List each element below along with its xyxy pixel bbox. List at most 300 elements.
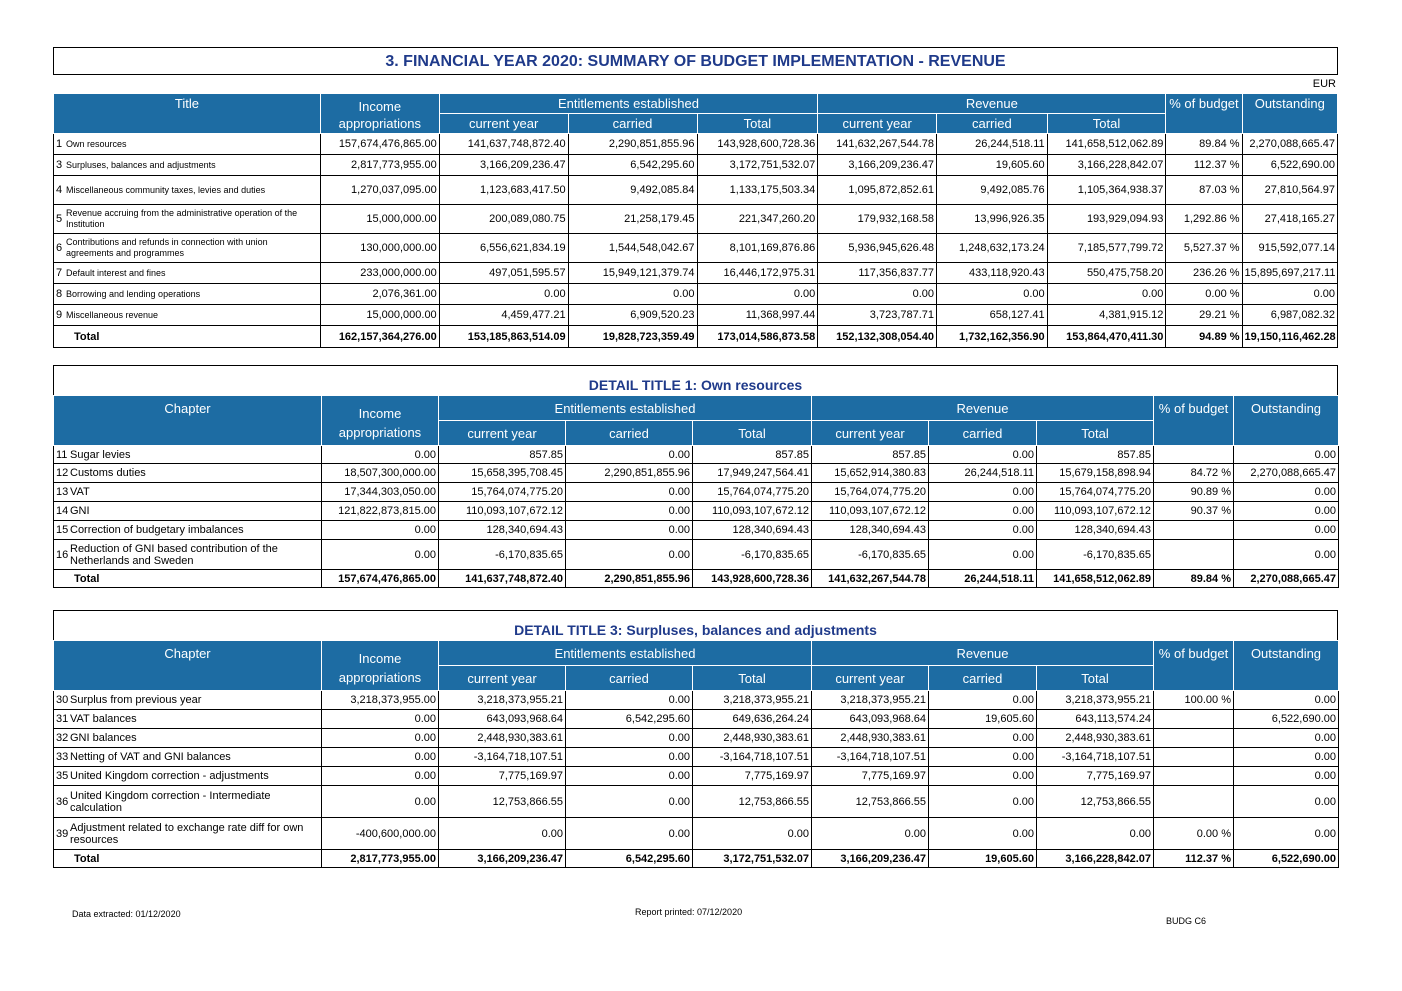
- table-cell: [1154, 521, 1234, 540]
- header-outstanding: Outstanding: [1234, 396, 1339, 421]
- table-cell: -3,164,718,107.51: [693, 748, 812, 767]
- table-cell: 497,051,595.57: [439, 263, 568, 284]
- table-cell: 89.84 %: [1166, 134, 1242, 155]
- header-blank: [1166, 114, 1242, 134]
- total-cell: 3,166,209,236.47: [439, 850, 566, 868]
- report-code: BUDG C6: [1166, 916, 1207, 926]
- table-cell: 7,775,169.97: [439, 767, 566, 786]
- table-cell: -6,170,835.65: [439, 540, 566, 570]
- table-cell: 27,418,165.27: [1242, 205, 1337, 234]
- table-cell: 12,753,866.55: [693, 786, 812, 818]
- table-cell: -6,170,835.65: [693, 540, 812, 570]
- table-cell: 110,093,107,672.12: [1037, 502, 1154, 521]
- table-cell: 0.00: [439, 818, 566, 850]
- row-number: 33: [56, 751, 69, 764]
- header-revenue: Revenue: [812, 396, 1154, 421]
- table-cell: 0.00: [929, 767, 1037, 786]
- table-cell: 5,936,945,626.48: [818, 234, 937, 263]
- total-cell: 2,290,851,855.96: [566, 570, 693, 588]
- row-label-text: Revenue accruing from the administrative operation of the Institution: [66, 208, 298, 229]
- total-cell: 19,605.60: [929, 850, 1037, 868]
- table-cell: 3,166,209,236.47: [818, 155, 937, 176]
- header-current-year: current year: [818, 114, 937, 134]
- table-cell: 6,522,690.00: [1234, 710, 1339, 729]
- table-cell: 6,556,621,834.19: [439, 234, 568, 263]
- row-number: 15: [56, 524, 69, 537]
- table-row: [54, 446, 1339, 464]
- table-cell: 0.00: [929, 748, 1037, 767]
- total-cell: 141,632,267,544.78: [812, 570, 929, 588]
- header-carried: carried: [929, 666, 1037, 691]
- table-cell: 0.00: [1234, 729, 1339, 748]
- row-number: 36: [56, 795, 69, 808]
- header-appropriations: appropriations: [322, 666, 439, 691]
- row-label-text: Contributions and refunds in connection with union agreements and programmes: [66, 237, 268, 258]
- header-current-year: current year: [439, 421, 566, 446]
- table-row: [54, 464, 1339, 483]
- table-cell: 117,356,837.77: [818, 263, 937, 284]
- header-chapter: Chapter: [54, 641, 322, 666]
- total-cell: 153,864,470,411.30: [1047, 326, 1166, 348]
- table-cell: 0.00: [322, 748, 439, 767]
- table-cell: 141,632,267,544.78: [818, 134, 937, 155]
- table-cell: 3,166,228,842.07: [1047, 155, 1166, 176]
- row-number: 16: [56, 548, 69, 561]
- total-cell: 173,014,586,873.58: [697, 326, 818, 348]
- table-cell: 0.00: [1234, 818, 1339, 850]
- table-cell: 0.00: [697, 284, 818, 305]
- row-number: 31: [56, 713, 69, 726]
- table-cell: 0.00: [566, 729, 693, 748]
- table-cell: 90.89 %: [1154, 483, 1234, 502]
- row-label-text: Borrowing and lending operations: [66, 288, 201, 299]
- table-cell: 649,636,264.24: [693, 710, 812, 729]
- table-cell: 0.00: [566, 767, 693, 786]
- row-label-text: Surplus from previous year: [70, 694, 202, 707]
- summary-table: [53, 93, 1338, 348]
- table-cell: 1,292.86 %: [1166, 205, 1242, 234]
- row-label-text: Reduction of GNI based contribution of the Netherlands and Sweden: [70, 542, 278, 567]
- table-cell: 3,166,209,236.47: [439, 155, 568, 176]
- table-cell: 0.00: [1234, 521, 1339, 540]
- table-cell: 0.00: [1047, 284, 1166, 305]
- header-current-year: current year: [439, 114, 568, 134]
- row-label: [54, 818, 322, 850]
- total-cell: 6,542,295.60: [566, 850, 693, 868]
- row-label-text: Sugar levies: [70, 448, 131, 461]
- table-cell: 0.00: [322, 729, 439, 748]
- total-cell: 1,732,162,356.90: [937, 326, 1048, 348]
- header-blank: [54, 114, 321, 134]
- header-carried: carried: [929, 421, 1037, 446]
- row-label: [54, 767, 322, 786]
- header-income: Income: [322, 641, 439, 666]
- table-cell: 15,658,395,708.45: [439, 464, 566, 483]
- table-cell: -6,170,835.65: [1037, 540, 1154, 570]
- table-cell: 0.00: [929, 729, 1037, 748]
- table-cell: 0.00: [566, 818, 693, 850]
- header-total: Total: [693, 666, 812, 691]
- header-outstanding: Outstanding: [1242, 94, 1337, 114]
- header-carried: carried: [566, 421, 693, 446]
- table-cell: 550,475,758.20: [1047, 263, 1166, 284]
- table-cell: 143,928,600,728.36: [697, 134, 818, 155]
- table-cell: 128,340,694.43: [812, 521, 929, 540]
- header-outstanding: Outstanding: [1234, 641, 1339, 666]
- header-entitlements: Entitlements established: [439, 94, 818, 114]
- table-cell: 0.00 %: [1154, 818, 1234, 850]
- table-cell: 27,810,564.97: [1242, 176, 1337, 205]
- table-row: [54, 691, 1339, 710]
- header-total: Total: [1047, 114, 1166, 134]
- table-cell: 3,218,373,955.21: [439, 691, 566, 710]
- table-row: [54, 818, 1339, 850]
- table-cell: 15,764,074,775.20: [439, 483, 566, 502]
- header-total: Total: [693, 421, 812, 446]
- table-cell: [1154, 748, 1234, 767]
- row-label: [54, 176, 321, 205]
- header-appropriations: appropriations: [322, 421, 439, 446]
- table-cell: 0.00: [812, 818, 929, 850]
- table-cell: 4,459,477.21: [439, 305, 568, 326]
- table-cell: 15,000,000.00: [320, 205, 439, 234]
- table-cell: 0.00: [929, 446, 1037, 464]
- table-cell: 3,218,373,955.21: [693, 691, 812, 710]
- table-cell: 7,775,169.97: [1037, 767, 1154, 786]
- table-cell: -3,164,718,107.51: [439, 748, 566, 767]
- table-cell: [1154, 540, 1234, 570]
- table-cell: 200,089,080.75: [439, 205, 568, 234]
- total-row: [54, 326, 1338, 348]
- header-title: Title: [54, 94, 321, 114]
- header-income: Income: [320, 94, 439, 114]
- table-cell: 130,000,000.00: [320, 234, 439, 263]
- table-cell: 433,118,920.43: [937, 263, 1048, 284]
- row-label: [54, 710, 322, 729]
- table-cell: 2,076,361.00: [320, 284, 439, 305]
- row-label: [54, 155, 321, 176]
- detail1-table: [53, 395, 1339, 588]
- detail3-section: [53, 610, 1338, 868]
- table-cell: 0.00: [566, 691, 693, 710]
- table-cell: 17,344,303,050.00: [322, 483, 439, 502]
- total-cell: 94.89 %: [1166, 326, 1242, 348]
- table-cell: 121,822,873,815.00: [322, 502, 439, 521]
- total-cell: 162,157,364,276.00: [320, 326, 439, 348]
- table-cell: 6,542,295.60: [566, 710, 693, 729]
- table-cell: 2,448,930,383.61: [812, 729, 929, 748]
- table-cell: 1,544,548,042.67: [568, 234, 697, 263]
- row-label: [54, 786, 322, 818]
- header-revenue: Revenue: [812, 641, 1154, 666]
- header-entitlements: Entitlements established: [439, 641, 812, 666]
- header-current-year: current year: [439, 666, 566, 691]
- table-cell: [1154, 729, 1234, 748]
- detail1-section: [53, 365, 1338, 588]
- table-cell: 15,652,914,380.83: [812, 464, 929, 483]
- table-cell: 0.00: [1234, 483, 1339, 502]
- table-cell: 4,381,915.12: [1047, 305, 1166, 326]
- table-cell: 0.00: [929, 502, 1037, 521]
- header-total: Total: [1037, 666, 1154, 691]
- row-label: [54, 691, 322, 710]
- table-cell: 857.85: [1037, 446, 1154, 464]
- table-cell: 0.00: [1037, 818, 1154, 850]
- table-cell: 141,658,512,062.89: [1047, 134, 1166, 155]
- table-cell: 0.00: [1234, 691, 1339, 710]
- row-number: 14: [56, 505, 69, 518]
- header-pct-budget: % of budget: [1154, 396, 1234, 421]
- table-cell: 5,527.37 %: [1166, 234, 1242, 263]
- header-revenue: Revenue: [818, 94, 1166, 114]
- header-carried: carried: [937, 114, 1048, 134]
- table-cell: 2,270,088,665.47: [1234, 464, 1339, 483]
- total-cell: 141,637,748,872.40: [439, 570, 566, 588]
- row-label: [54, 263, 321, 284]
- row-number: 11: [56, 448, 68, 461]
- table-row: [54, 540, 1339, 570]
- currency-label: EUR: [1312, 78, 1336, 90]
- table-cell: 3,218,373,955.00: [322, 691, 439, 710]
- table-cell: [1154, 767, 1234, 786]
- row-label: [54, 502, 322, 521]
- table-cell: 0.00 %: [1166, 284, 1242, 305]
- row-label-text: Adjustment related to exchange rate diff for own resources: [70, 821, 304, 846]
- table-row: [54, 521, 1339, 540]
- table-cell: 87.03 %: [1166, 176, 1242, 205]
- header-blank: [1154, 421, 1234, 446]
- table-cell: 128,340,694.43: [1037, 521, 1154, 540]
- table-cell: 3,172,751,532.07: [697, 155, 818, 176]
- table-cell: 15,000,000.00: [320, 305, 439, 326]
- row-number: 35: [56, 770, 69, 783]
- table-cell: 179,932,168.58: [818, 205, 937, 234]
- header-carried: carried: [568, 114, 697, 134]
- table-cell: 0.00: [1234, 748, 1339, 767]
- table-cell: 112.37 %: [1166, 155, 1242, 176]
- table-cell: 857.85: [439, 446, 566, 464]
- table-cell: 15,679,158,898.94: [1037, 464, 1154, 483]
- header-blank: [1234, 421, 1339, 446]
- table-cell: 12,753,866.55: [1037, 786, 1154, 818]
- total-label: Total: [54, 326, 321, 348]
- table-cell: -3,164,718,107.51: [1037, 748, 1154, 767]
- header-blank: [54, 666, 322, 691]
- table-cell: 0.00: [1234, 786, 1339, 818]
- row-label: [54, 446, 322, 464]
- table-cell: 6,542,295.60: [568, 155, 697, 176]
- header-blank: [1242, 114, 1337, 134]
- table-cell: 157,674,476,865.00: [320, 134, 439, 155]
- table-cell: 7,185,577,799.72: [1047, 234, 1166, 263]
- row-label-text: Customs duties: [70, 467, 146, 480]
- table-cell: 643,093,968.64: [812, 710, 929, 729]
- table-row: [54, 710, 1339, 729]
- table-cell: 2,448,930,383.61: [1037, 729, 1154, 748]
- row-number: 7: [56, 266, 63, 279]
- row-number: 4: [56, 183, 63, 196]
- table-cell: 141,637,748,872.40: [439, 134, 568, 155]
- total-cell: 153,185,863,514.09: [439, 326, 568, 348]
- table-cell: 0.00: [566, 483, 693, 502]
- table-cell: 15,895,697,217.11: [1242, 263, 1337, 284]
- table-cell: 2,817,773,955.00: [320, 155, 439, 176]
- table-cell: 19,605.60: [929, 710, 1037, 729]
- table-cell: 110,093,107,672.12: [439, 502, 566, 521]
- table-cell: 110,093,107,672.12: [812, 502, 929, 521]
- detail3-body: [54, 691, 1339, 868]
- row-label: [54, 134, 321, 155]
- table-cell: 9,492,085.84: [568, 176, 697, 205]
- table-cell: [1154, 446, 1234, 464]
- table-cell: 15,764,074,775.20: [1037, 483, 1154, 502]
- table-cell: 643,113,574.24: [1037, 710, 1154, 729]
- table-cell: 0.00: [1242, 284, 1337, 305]
- table-cell: 21,258,179.45: [568, 205, 697, 234]
- table-cell: 2,290,851,855.96: [568, 134, 697, 155]
- table-cell: 0.00: [566, 502, 693, 521]
- table-cell: 1,270,037,095.00: [320, 176, 439, 205]
- table-cell: 15,764,074,775.20: [693, 483, 812, 502]
- row-number: 6: [56, 241, 63, 254]
- header-chapter: Chapter: [54, 396, 322, 421]
- table-cell: 0.00: [929, 818, 1037, 850]
- total-cell: 19,828,723,359.49: [568, 326, 697, 348]
- total-cell: 143,928,600,728.36: [693, 570, 812, 588]
- table-row: [54, 134, 1338, 155]
- table-cell: 1,123,683,417.50: [439, 176, 568, 205]
- total-cell: 6,522,690.00: [1234, 850, 1339, 868]
- table-cell: 0.00: [322, 710, 439, 729]
- table-cell: -400,600,000.00: [322, 818, 439, 850]
- row-number: 13: [56, 486, 69, 499]
- row-label: [54, 305, 321, 326]
- table-cell: 0.00: [929, 521, 1037, 540]
- table-cell: 643,093,968.64: [439, 710, 566, 729]
- table-cell: 3,218,373,955.21: [1037, 691, 1154, 710]
- table-cell: 1,095,872,852.61: [818, 176, 937, 205]
- header-total: Total: [1037, 421, 1154, 446]
- header-pct-budget: % of budget: [1166, 94, 1242, 114]
- header-pct-budget: % of budget: [1154, 641, 1234, 666]
- table-cell: 0.00: [1234, 502, 1339, 521]
- table-cell: 0.00: [1234, 767, 1339, 786]
- header-income: Income: [322, 396, 439, 421]
- table-cell: [1154, 786, 1234, 818]
- table-cell: 0.00: [566, 786, 693, 818]
- table-row: [54, 786, 1339, 818]
- header-total: Total: [697, 114, 818, 134]
- total-label: Total: [54, 850, 322, 868]
- table-cell: 0.00: [566, 748, 693, 767]
- table-row: [54, 263, 1338, 284]
- table-cell: 15,764,074,775.20: [812, 483, 929, 502]
- row-number: 9: [56, 308, 63, 321]
- table-cell: 857.85: [693, 446, 812, 464]
- table-cell: 1,248,632,173.24: [937, 234, 1048, 263]
- table-cell: 0.00: [439, 284, 568, 305]
- table-cell: 0.00: [322, 521, 439, 540]
- data-extracted: Data extracted: 01/12/2020: [72, 909, 181, 919]
- row-label: [54, 205, 321, 234]
- header-current-year: current year: [812, 421, 929, 446]
- table-cell: 19,605.60: [937, 155, 1048, 176]
- table-cell: 90.37 %: [1154, 502, 1234, 521]
- table-cell: 9,492,085.76: [937, 176, 1048, 205]
- header-current-year: current year: [812, 666, 929, 691]
- table-cell: 100.00 %: [1154, 691, 1234, 710]
- table-row: [54, 729, 1339, 748]
- table-cell: 0.00: [566, 521, 693, 540]
- total-row: [54, 570, 1339, 588]
- table-cell: 18,507,300,000.00: [322, 464, 439, 483]
- table-cell: 0.00: [1234, 446, 1339, 464]
- table-cell: 2,270,088,665.47: [1242, 134, 1337, 155]
- row-label-text: Netting of VAT and GNI balances: [70, 751, 231, 764]
- table-cell: 6,909,520.23: [568, 305, 697, 326]
- table-cell: 0.00: [1234, 540, 1339, 570]
- table-cell: 15,949,121,379.74: [568, 263, 697, 284]
- detail3-title: DETAIL TITLE 3: Surpluses, balances and adjustments: [53, 610, 1338, 640]
- row-label-text: United Kingdom correction - Intermediate calculation: [70, 789, 271, 814]
- table-cell: 2,448,930,383.61: [439, 729, 566, 748]
- total-cell: 2,270,088,665.47: [1234, 570, 1339, 588]
- table-cell: 110,093,107,672.12: [693, 502, 812, 521]
- table-cell: 658,127.41: [937, 305, 1048, 326]
- table-cell: 1,133,175,503.34: [697, 176, 818, 205]
- table-row: [54, 155, 1338, 176]
- table-cell: 6,987,082.32: [1242, 305, 1337, 326]
- row-number: 3: [56, 158, 63, 171]
- table-cell: 2,448,930,383.61: [693, 729, 812, 748]
- row-number: 5: [56, 212, 63, 225]
- row-label: [54, 540, 322, 570]
- header-carried: carried: [566, 666, 693, 691]
- table-row: [54, 483, 1339, 502]
- table-cell: 0.00: [322, 786, 439, 818]
- row-label-text: Surpluses, balances and adjustments: [66, 159, 216, 170]
- header-blank: [1234, 666, 1339, 691]
- table-cell: 0.00: [929, 786, 1037, 818]
- table-cell: 17,949,247,564.41: [693, 464, 812, 483]
- table-cell: 6,522,690.00: [1242, 155, 1337, 176]
- table-cell: 915,592,077.14: [1242, 234, 1337, 263]
- total-row: [54, 850, 1339, 868]
- row-number: 12: [56, 467, 69, 480]
- table-cell: 12,753,866.55: [812, 786, 929, 818]
- total-cell: 152,132,308,054.40: [818, 326, 937, 348]
- table-cell: -6,170,835.65: [812, 540, 929, 570]
- table-row: [54, 305, 1338, 326]
- row-label: [54, 748, 322, 767]
- table-cell: 193,929,094.93: [1047, 205, 1166, 234]
- table-cell: 12,753,866.55: [439, 786, 566, 818]
- table-cell: 0.00: [322, 446, 439, 464]
- table-cell: 7,775,169.97: [693, 767, 812, 786]
- row-label-text: United Kingdom correction - adjustments: [70, 770, 269, 783]
- table-cell: 3,723,787.71: [818, 305, 937, 326]
- table-row: [54, 767, 1339, 786]
- table-cell: 13,996,926.35: [937, 205, 1048, 234]
- table-cell: 128,340,694.43: [693, 521, 812, 540]
- table-cell: 26,244,518.11: [937, 134, 1048, 155]
- report-title: 3. FINANCIAL YEAR 2020: SUMMARY OF BUDGET IMPLEMENTATION - REVENUE: [53, 47, 1338, 75]
- table-cell: 236.26 %: [1166, 263, 1242, 284]
- row-label: [54, 284, 321, 305]
- row-label-text: GNI balances: [70, 732, 137, 745]
- header-blank: [1154, 666, 1234, 691]
- detail3-table: [53, 640, 1339, 868]
